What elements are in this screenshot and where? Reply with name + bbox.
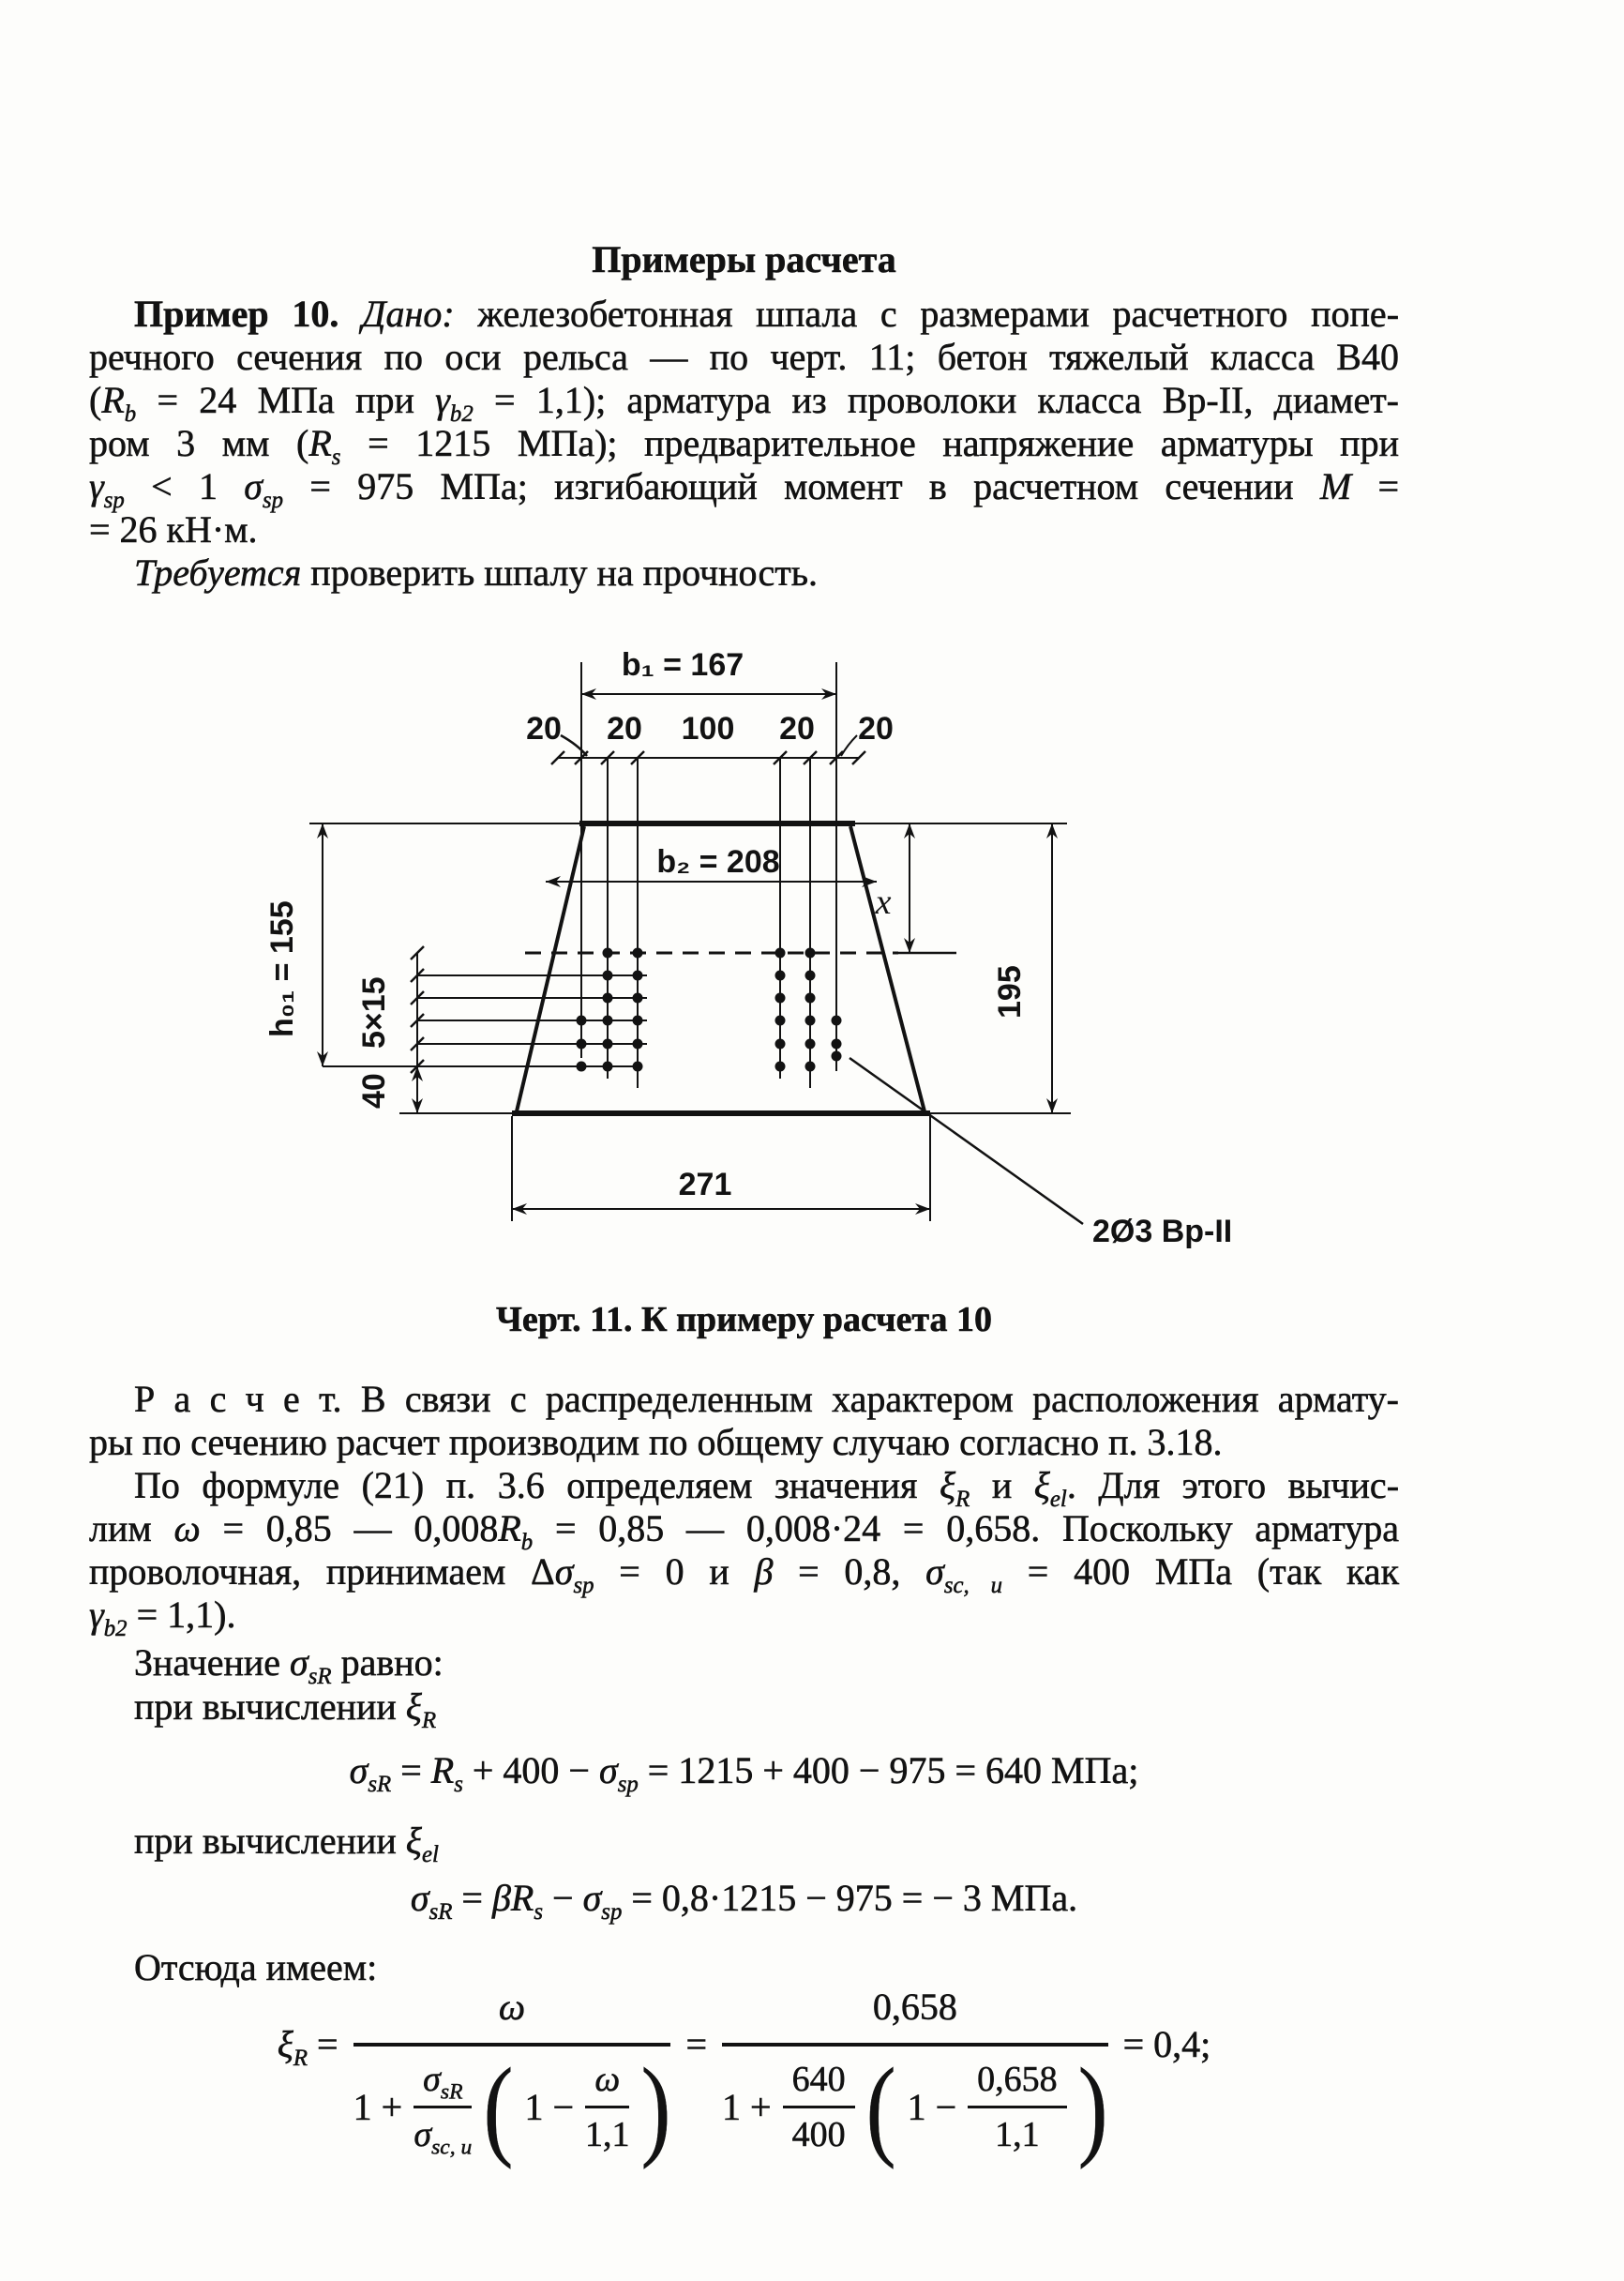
nested-fraction [414,2058,473,2160]
rebar-callout-label: 2Ø3 Вр-II [1092,1214,1233,1249]
formula-sigma-sr-1: $\sigma_{sR} = R_s + 400 - \sigma_{sp} = 1215 + 400 - 975 = 640$ МПа; [349,1749,1139,1797]
text-line: Значение $\sigma_{sR}$ равно: [134,1641,444,1689]
formula-sigma-sr-2: $\sigma_{sR} = \beta R_s - \sigma_{sp} = 0,8\cdot 1215 - 975$ = − 3 МПа. [410,1877,1078,1925]
text-line: речного сечения по оси рельса — по черт. 11; бетон тяжелый класса В40 [89,336,1399,378]
fraction-numerator: ω [498,1986,526,2028]
nested-numerator: ω [585,2058,629,2108]
page-title-text: Примеры расчета [592,238,896,280]
nested-denominator: 400 [791,2115,846,2154]
line-znachenie [89,1641,1399,1689]
dim-b2-label: b₂ = 208 [656,844,780,880]
dim-spacing-label: 20 [858,711,894,747]
paragraph-given [89,293,1399,595]
cross-section-figure [159,636,1341,1292]
figure-caption [89,1298,1399,1341]
text-line: = 26 кН·м. [89,508,258,551]
dim-x-label: x [875,883,892,922]
nested-denominator: 1,1 [585,2115,630,2154]
line-pri-xi-el [89,1820,1399,1867]
nested-fraction [968,2058,1067,2156]
text-line: Требуется проверить шпалу на прочность. [134,551,819,594]
text-line: $\gamma_{b2} = 1,1$). [89,1594,236,1641]
page-title [89,238,1399,281]
text-line: Пример 10. Дано: железобетонная шпала с размерами расчетного попе- [134,293,1400,335]
dim-spacing-label: 20 [779,711,815,747]
paren-prefix: 1 − [907,2086,957,2128]
text-line: Р а с ч е т. В связи с распределенным характером расположения армату- [134,1378,1399,1420]
dim-spacing-label: 100 [681,711,735,747]
nested-denominator: $\sigma_{sc, u}$ [414,2115,473,2160]
text-line: ры по сечению расчет производим по общему случаю согласно п. 3.18. [89,1421,1223,1463]
text-line: Отсюда имеем: [134,1946,378,1988]
text-line: ($R_b = 24$ МПа при $\gamma_{b2} = 1,1$); арматура из проволоки класса Вр-II, диамет- [89,379,1399,427]
formula-xi-r [89,1981,1399,2169]
fraction-numerator: 0,658 [872,1986,957,2028]
nested-numerator: 640 [783,2058,855,2108]
dim-h01-label: h₀₁ = 155 [264,900,300,1037]
dim-b1-label: b₁ = 167 [621,647,744,683]
dim-195-label: 195 [992,965,1028,1019]
formula-equals: = [685,2023,708,2065]
nested-numerator: $\sigma_{sR}$ [414,2058,472,2108]
text-line: По формуле (21) п. 3.6 определяем значения $\xi_R$ и $\xi_{el}$. Для этого вычис- [134,1464,1400,1512]
dim-271-label: 271 [678,1167,732,1202]
denominator-prefix: 1 + [353,2086,403,2128]
fraction-denominator: 1 + $\frac{\sigma_{sR}}{\sigma_{sc, u}}$ ( 1 − $\frac{\omega}{1,1}$ ) [353,2044,671,2169]
text-line: при вычислении $\xi_R$ [134,1685,437,1733]
nested-denominator: 1,1 [995,2115,1040,2154]
dim-spacing-label: 20 [526,711,562,747]
text-line: при вычислении $\xi_{el}$ [134,1820,439,1867]
nested-numerator: 0,658 [968,2058,1067,2108]
dim-40-label: 40 [356,1073,392,1109]
dim-5x15-label: 5×15 [356,976,392,1049]
text-line: проволочная, принимаем $\Delta\sigma_{sp} = 0$ и β = 0,8, $\sigma_{sc, u} = 400$ МПа (так как [89,1550,1399,1598]
line-pri-xi-r [89,1685,1399,1733]
formula-lhs: $\xi_R$ = [277,2023,338,2071]
fraction-denominator: 1 + $\frac{640}{400}$ ( 1 − $\frac{0,658}{1,1}$ ) [722,2044,1108,2169]
denominator-prefix: 1 + [722,2086,772,2128]
text-line: лим ω = 0,85 — $0,008R_b = 0,85$ — 0,008·24 = 0,658. Поскольку арматура [89,1507,1399,1555]
nested-fraction [585,2058,630,2156]
paren-prefix: 1 − [524,2086,574,2128]
fraction-numeric [722,1981,1108,2169]
fraction-symbolic [353,1981,671,2169]
nested-fraction [783,2058,855,2156]
formula-result: = 0,4; [1122,2023,1211,2065]
dim-spacing-label: 20 [607,711,642,747]
rebar-dots [577,948,842,1072]
figure-caption-text: Черт. 11. К примеру расчета 10 [495,1300,993,1339]
text-line: $\gamma_{sp} < 1$ $\sigma_{sp} = 975$ МПа; изгибающий момент в расчетном сечении М = [89,465,1400,513]
text-line: ром 3 мм ($R_s = 1215$ МПа); предварительное напряжение арматуры при [89,422,1399,470]
paragraph-calculation [89,1378,1400,1641]
cross-section-drawing [159,636,1341,1292]
